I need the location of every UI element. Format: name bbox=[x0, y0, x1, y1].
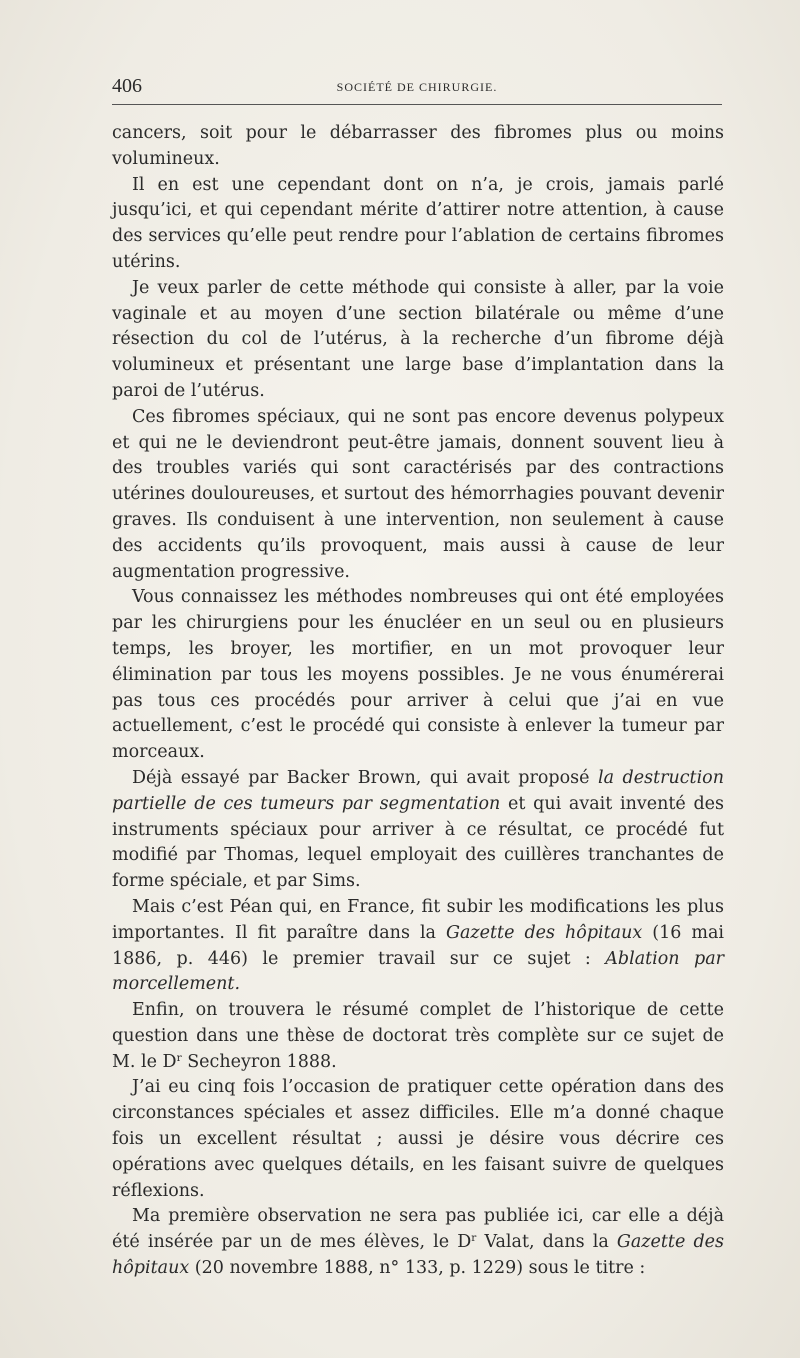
paragraph-10-superscript: r bbox=[471, 1232, 477, 1245]
paragraph-7-journal-title: Gazette des hôpitaux bbox=[446, 922, 643, 943]
page-header bbox=[112, 74, 722, 98]
paragraph-8-text-b: Secheyron 1888. bbox=[181, 1051, 337, 1072]
paragraph-8 bbox=[112, 998, 724, 1075]
paragraph-7 bbox=[112, 895, 724, 998]
header-rule bbox=[112, 104, 722, 105]
paragraph-10-journal-title: Gazette des hôpitaux bbox=[112, 1232, 724, 1279]
running-head: SOCIÉTÉ DE CHIRURGIE. bbox=[336, 80, 498, 94]
paragraph-6-text-a: Déjà essayé par Backer Brown, qui avait proposé bbox=[132, 767, 598, 788]
paragraph-3: Je veux parler de cette méthode qui consiste à aller, par la voie vaginale et au moyen d’une section bilatérale ou même d’une résection du col de l’utérus, à la recherche d’un fibrome déjà volumineux et présentant une large base d’implantation dans la paroi de l’utérus. bbox=[112, 277, 724, 401]
paragraph-10-text-a: Ma première observation ne sera pas publiée ici, car elle a déjà été insérée par un de mes élèves, le D bbox=[112, 1206, 724, 1253]
paragraph-1: cancers, soit pour le débarrasser des fibromes plus ou moins volumineux. bbox=[112, 123, 724, 169]
paragraph-2: Il en est une cependant dont on n’a, je crois, jamais parlé jusqu’ici, et qui cependant mérite d’attirer notre attention, à cause des services qu’elle peut rendre pour l’ablation de certains fibromes utérins. bbox=[112, 174, 724, 272]
paragraph-6-italic: la destruction partielle de ces tumeurs par segmentation bbox=[112, 767, 724, 814]
paragraph-10 bbox=[112, 1204, 724, 1281]
paragraph-7-text-c: (16 mai 1886, p. 446) le premier travail sur ce sujet : bbox=[112, 922, 724, 969]
paragraph-10-text-b: Valat, dans la bbox=[476, 1232, 617, 1253]
paragraph-7-text-a: Mais c’est Péan qui, en France, fit subir les modifications les plus importantes. Il fit paraître dans la bbox=[112, 896, 724, 943]
page-number: 406 bbox=[112, 75, 142, 97]
paragraph-4: Ces fibromes spéciaux, qui ne sont pas encore devenus polypeux et qui ne le deviendront peut-être jamais, donnent souvent lieu à des troubles variés qui sont caractérisés par des contractions utérines douloureuses, et surtout des hémorrhagies pouvant devenir graves. Ils conduisent à une intervention, non seulement à cause des accidents qu’ils provoquent, mais aussi à cause de leur augmentation progressive. bbox=[112, 406, 724, 582]
paragraph-8-superscript: r bbox=[176, 1051, 182, 1064]
paragraph-10-text-d: (20 novembre 1888, n° 133, p. 1229) sous le titre : bbox=[189, 1258, 646, 1279]
paragraph-6-text-c: et qui avait inventé des instruments spéciaux pour arriver à ce résultat, ce procédé fut modifié par Thomas, lequel employait des cuillères tranchantes de forme spéciale, et par Sims. bbox=[112, 793, 724, 892]
paragraph-8-text-a: Enfin, on trouvera le résumé complet de l’historique de cette question dans une thèse de doctorat très complète sur ce sujet de M. le D bbox=[112, 1000, 724, 1072]
paragraph-6 bbox=[112, 766, 724, 895]
paragraph-7-work-title: Ablation par morcellement. bbox=[112, 948, 725, 995]
body-text bbox=[112, 121, 724, 1282]
paragraph-9: J’ai eu cinq fois l’occasion de pratiquer cette opération dans des circonstances spéciales et assez difficiles. Elle m’a donné chaque fois un excellent résultat ; aussi je désire vous décrire ces opérations avec quelques détails, en les faisant suivre de quelques réflexions. bbox=[112, 1077, 724, 1201]
paragraph-5: Vous connaissez les méthodes nombreuses qui ont été employées par les chirurgiens pour les énucléer en un seul ou en plusieurs temps, les broyer, les mortifier, en un mot provoquer leur élimination par tous les moyens possibles. Je ne vous énumérerai pas tous ces procédés pour arriver à celui que j’ai en vue actuellement, c’est le procédé qui consiste à enlever la tumeur par morceaux. bbox=[112, 587, 724, 763]
